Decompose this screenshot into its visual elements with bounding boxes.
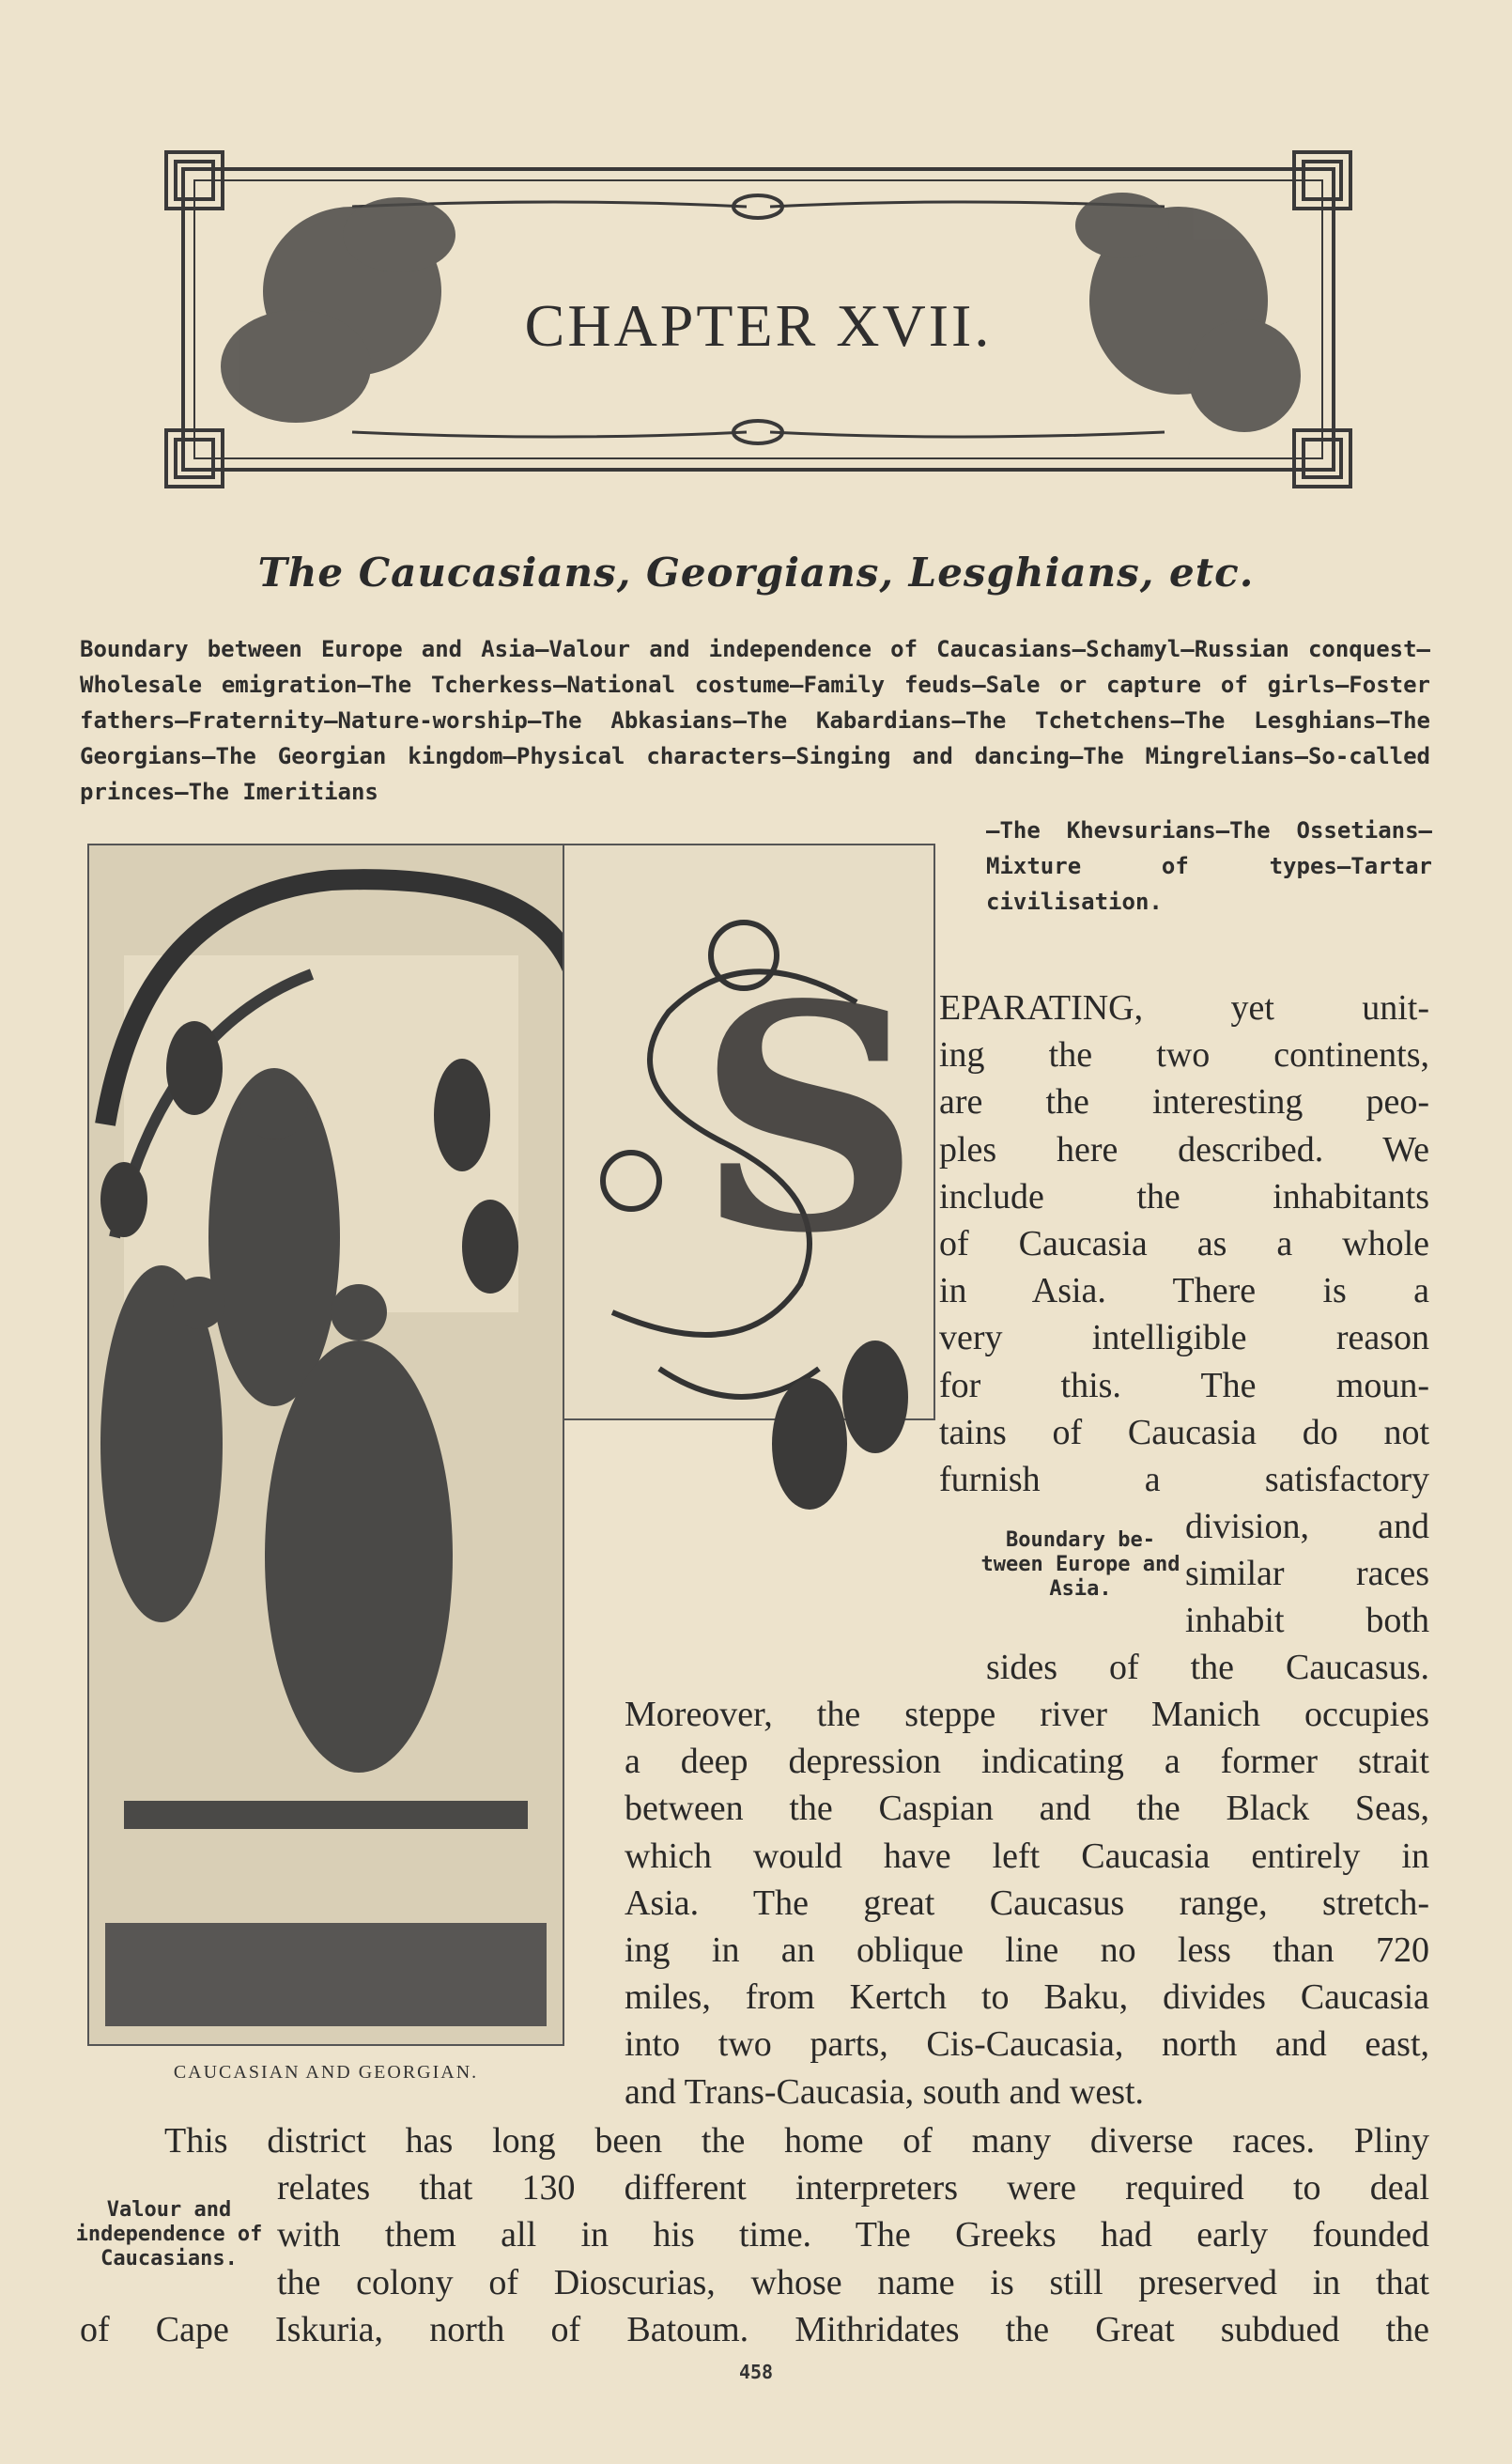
body-line: into two parts, Cis-Caucasia, north and east, [625,2024,1429,2065]
body-line: ing the two continents, [939,1035,1429,1076]
body-line: the colony of Dioscurias, whose name is still preserved in that [277,2262,1429,2302]
drop-cap-letter: S [697,937,921,1301]
body-line: include the inhabitants [939,1176,1429,1217]
body-line: for this. The moun- [939,1365,1429,1405]
body-column-lower [625,1691,1429,2115]
body-line: sides of the Caucasus. [986,1648,1429,1687]
body-line: of Cape Iskuria, north of Batoum. Mithridates the Great subdued the [80,2309,1429,2349]
body-line: are the interesting peo- [939,1082,1429,1123]
body-line: similar races [1185,1554,1429,1594]
body-line: inhabit both [1185,1601,1429,1641]
body-line: ples here described. We [939,1129,1429,1170]
body-line-mid [986,1644,1429,1691]
body-line: division, and [1185,1507,1429,1546]
page-number: 458 [738,2361,774,2383]
body-column-narrow [1185,1503,1429,1645]
body-line: and Trans-Caucasia, south and west. [625,2071,1145,2112]
synopsis-text: Boundary between Europe and Asia—Valour and independence of Caucasians—Schamyl—Russian conquest—Wholesale emigration—The Tcherkess—National costume—Family feuds—Sale or capture of girls—Foster fathers—Fraternity—Nature-worship—The Abkasians—The Kabardians—The Tchetchens—The Lesghians—The Georgians—The Georgian kingdom—Physical characters—Singing and dancing—The Mingrelians—So-called princes—The Imeritians [80,636,1430,805]
body-line: which would have left Caucasia entirely in [625,1836,1429,1876]
body-line: miles, from Kertch to Baku, divides Caucasia [625,1977,1429,2018]
body-line: very intelligible reason [939,1318,1429,1358]
body-line: tains of Caucasia do not [939,1412,1429,1452]
margin-note-valour: Valour and independence of Caucasians. [75,2198,263,2270]
body-column-right [939,984,1429,1503]
body-line: of Caucasia as a whole [939,1224,1429,1264]
chapter-synopsis-tail: —The Khevsurians—The Ossetians—Mixture of types—Tartar civilisation. [986,817,1432,915]
body-line: This district has long been the home of many diverse races. Pliny [164,2121,1429,2161]
body-line: Asia. The great Caucasus range, stretch- [625,1883,1429,1923]
body-column-full [80,2117,1429,2353]
margin-note-boundary: Boundary be-tween Europe and Asia. [980,1528,1180,1601]
body-line: with them all in his time. The Greeks had early founded [277,2215,1429,2255]
body-line: between the Caspian and the Black Seas, [625,1789,1429,1829]
chapter-title: CHAPTER XVII. [524,292,993,359]
body-line: Moreover, the steppe river Manich occupies [625,1695,1429,1734]
body-line: relates that 130 different interpreters were required to deal [277,2168,1429,2208]
body-line: EPARATING, yet unit- [939,988,1429,1028]
section-title: The Caucasians, Georgians, Lesghians, etc. [257,550,1255,596]
chapter-synopsis [80,631,1430,810]
body-line: furnish a satisfactory [939,1460,1429,1500]
chapter-header-banner [164,150,1352,488]
body-line: ing in an oblique line no less than 720 [625,1930,1429,1971]
illustration-caption: CAUCASIAN AND GEORGIAN. [173,2062,479,2083]
body-line: a deep depression indicating a former strait [625,1742,1429,1782]
body-line: in Asia. There is a [939,1271,1429,1311]
